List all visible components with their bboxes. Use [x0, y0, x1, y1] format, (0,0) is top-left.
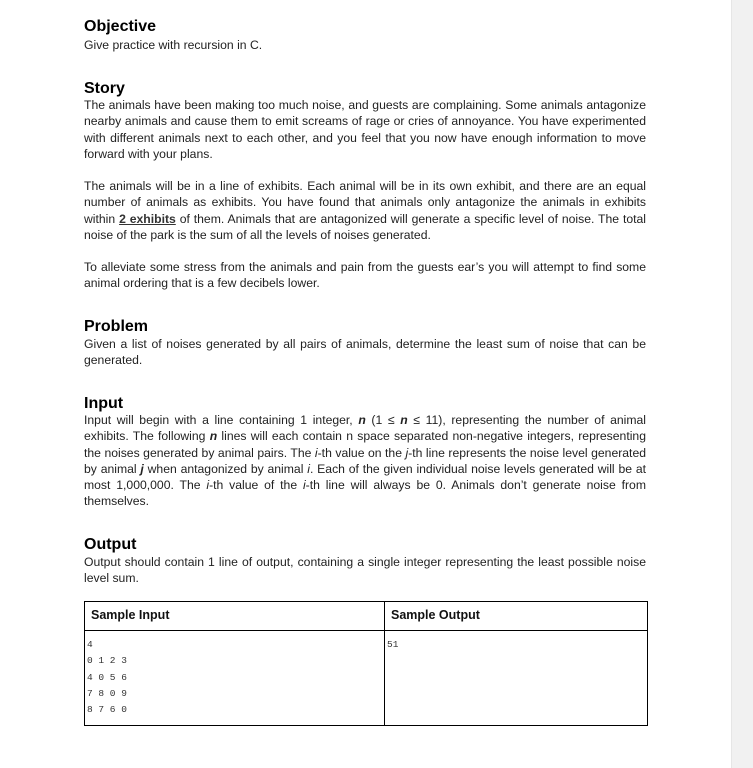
sample-input-line: 4: [87, 639, 93, 650]
var-n: n: [209, 429, 218, 444]
var-i: i: [302, 478, 306, 493]
problem-heading: Problem: [84, 318, 149, 335]
var-n: n: [358, 413, 366, 427]
story-p2-text-b: of them. Animals that are antagonized will generate a specific level of noise. The total noise of the park is the sum of all the levels of noises generated.: [84, 211, 646, 242]
output-text: Output should contain 1 line of output, containing a single integer representing the least possible noise level sum.: [84, 555, 646, 586]
story-heading: Story: [84, 80, 125, 97]
sample-output-line: 51: [387, 639, 399, 650]
input-text-part: Input will begin with a line containing 1 integer,: [84, 413, 359, 427]
var-i: i: [307, 461, 310, 476]
input-text-part: (1 ≤: [365, 413, 401, 427]
var-i: i: [206, 478, 210, 493]
input-text-part: lines will each contain n space separated non-negative integers, representing the noises generated by animal pairs. The: [84, 429, 646, 460]
story-paragraph-2: [84, 178, 646, 243]
input-text-part: -th value on the: [317, 445, 406, 460]
story-p2-text-a: The animals will be in a line of exhibits. Each animal will be in its own exhibit, and there are an equal number of animals as exhibits. You have found that animals only antagonize the animals in exhibits within: [84, 179, 646, 226]
sample-output-cell: [385, 631, 648, 726]
sample-header-row: [85, 602, 648, 631]
objective-heading: Objective: [84, 18, 157, 35]
sample-input-cell: [85, 631, 385, 726]
input-text-part: -th line will always be 0. Animals don’t generate noise from themselves.: [84, 478, 646, 509]
sample-input-line: 8 7 6 0: [87, 704, 127, 716]
var-j: j: [405, 445, 409, 460]
input-text-part: -th line represents the noise level generated by animal: [84, 445, 646, 476]
story-paragraph-1: The animals have been making too much noise, and guests are complaining. Some animals antagonize nearby animals and cause them to emit screams of rage or cries of annoyance. You have experimented with different animals next to each other, and you feel that you now have enough information to move forward with your plans.: [84, 98, 646, 161]
output-heading: Output: [84, 536, 137, 553]
sample-input-line: 0 1 2 3: [87, 655, 127, 667]
sample-table: [84, 601, 648, 726]
sample-body-row: [85, 631, 648, 726]
input-text-part: ≤ 11), representing the number of animal exhibits. The following: [84, 413, 646, 444]
sample-input-line: 7 8 0 9: [87, 687, 127, 699]
input-text-part: -th value of the: [209, 478, 303, 493]
sample-output-block: [385, 631, 647, 653]
sample-input-line: 4 0 5 6: [87, 671, 127, 683]
input-text: [84, 412, 646, 510]
objective-text: Give practice with recursion in C.: [84, 38, 263, 52]
story-paragraph-3: To alleviate some stress from the animals and pain from the guests ear’s you will attempt to find some animal ordering that is a few decibels lower.: [84, 260, 646, 291]
sample-input-block: [85, 631, 384, 718]
input-heading: Input: [84, 395, 124, 412]
problem-text: Given a list of noises generated by all pairs of animals, determine the least sum of noise that can be generated.: [84, 337, 646, 368]
var-n: n: [400, 413, 408, 427]
vertical-scrollbar[interactable]: [731, 0, 753, 768]
two-exhibits-emphasis: 2 exhibits: [119, 211, 176, 226]
input-text-part: when antagonized by animal: [143, 461, 308, 476]
sample-output-header: Sample Output: [385, 602, 648, 631]
var-j: j: [140, 461, 144, 476]
sample-input-header: Sample Input: [85, 602, 385, 631]
var-i: i: [314, 445, 318, 460]
input-text-part: . Each of the given individual noise levels generated will be at most 1,000,000. The: [84, 461, 646, 493]
